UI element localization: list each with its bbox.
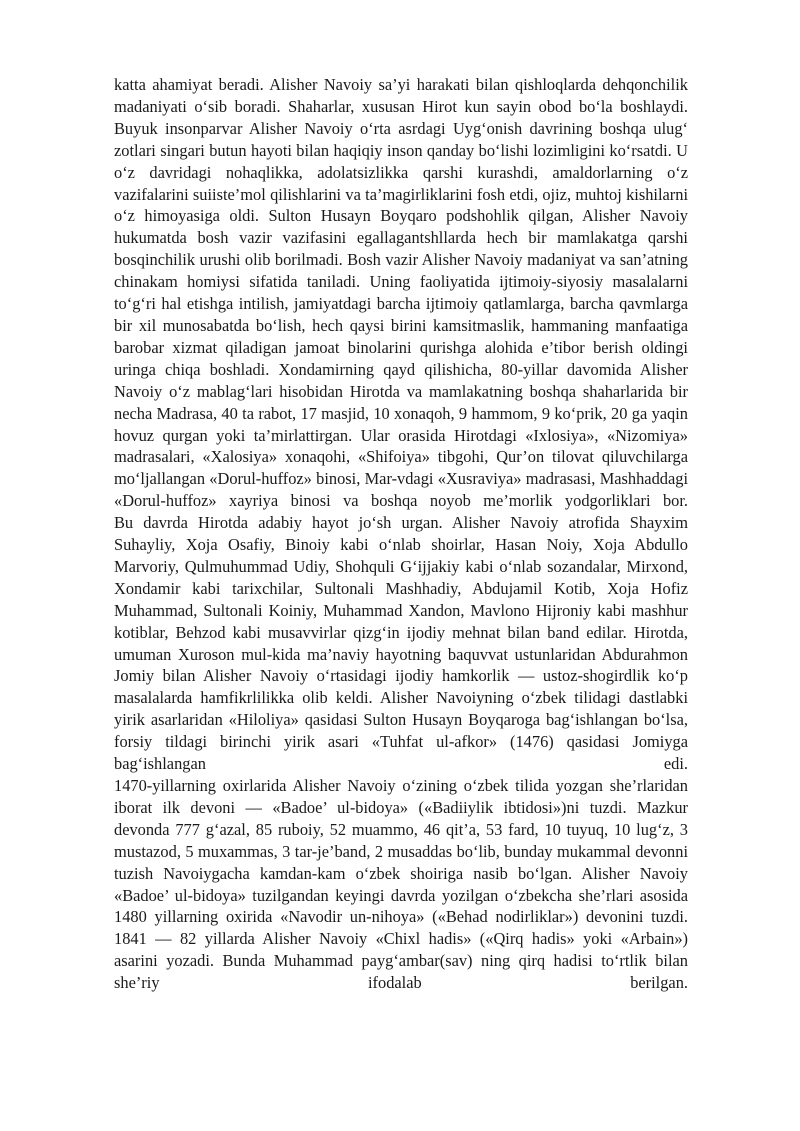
- paragraph-4: 1470-yillarning oxirlarida Alisher Navoiy o‘zining o‘zbek tilida yozgan she’rlaridan iborat ilk devoni — «Badoe’ ul-bidoya» («Badiiylik ibtidosi»)ni tuzdi. Mazkur devonda 777 g‘azal, 85 ruboiy, 52 muammo, 46 qit’a, 53 fard, 10 tuyuq, 10 lug‘z, 3 mustazod, 5 muxammas, 3 tar-je’band, 2 musaddas bo‘lib, bunday mukammal devonni tuzish Navoiygacha kamdan-kam o‘zbek shoiriga nasib bo‘lgan. Alisher Navoiy «Badoe’ ul-bidoya» tuzilgandan keyingi davrda yozilgan o‘zbekcha she’rlari asosida 1480 yillarning oxirida «Navodir un-nihoya» («Behad nodirliklar») devonini tuzdi. 1841 — 82 yillarda Alisher Navoiy «Chixl hadis» («Qirq hadis» yoki «Arbain») asarini yozadi. Bunda Muhammad payg‘ambar(sav) ning qirq hadisi to‘rtlik bilan she’riy ifodalab berilgan.: [114, 776, 688, 993]
- paragraph-3: Bu davrda Hirotda adabiy hayot jo‘sh urgan. Alisher Navoiy atrofida Shayxim Suhayliy, Xoja Osafiy, Binoiy kabi o‘nlab shoirlar, Hasan Noiy, Xoja Abdullo Marvoriy, Qulmuhummad Udiy, Shohquli G‘ijjakiy kabi o‘nlab sozandalar, Mirxond, Xondamir kabi tarixchilar, Sultonali Mashhadiy, Abdujamil Kotib, Xoja Hofiz Muhammad, Sultonali Koiniy, Muhammad Xandon, Mavlono Hijroniy kabi mashhur kotiblar, Behzod kabi musavvirlar qizg‘in ijodiy mehnat bilan band edilar. Hirotda, umuman Xuroson mul-kida ma’naviy hayotning baquvvat ustunlaridan Abdurahmon Jomiy bilan Alisher Navoiy o‘rtasidagi ijodiy hamkorlik — ustoz-shogirdlik ko‘p masalalarda hamfikrlilikka olib keldi. Alisher Navoiyning o‘zbek tilidagi dastlabki yirik asarlaridan «Hiloliya» qasidasi Sulton Husayn Boyqaroga bag‘ishlangan bo‘lsa, forsiy tildagi birinchi yirik asari «Tuhfat ul-afkor» (1476) qasidasi Jomiyga bag‘ishlangan edi.: [114, 513, 688, 774]
- document-page: [114, 74, 688, 994]
- paragraph-2: Buyuk insonparvar Alisher Navoiy o‘rta asrdagi Uyg‘onish davrining boshqa ulug‘ zotlari singari butun hayoti bilan haqiqiy inson qanday bo‘lishi lozimligini ko‘rsatdi. U o‘z davridagi nohaqlikka, adolatsizlikka qarshi kurashdi, amaldorlarning o‘z vazifalarini suiiste’mol qilishlarini va ta’magirliklarini fosh etdi, ojiz, muhtoj kishilarni o‘z himoyasiga oldi. Sulton Husayn Boyqaro podshohlik qilgan, Alisher Navoiy hukumatda bosh vazir vazifasini egallagantshllarda hech bir mamlakatga qarshi bosqinchilik urushi olib borilmadi. Bosh vazir Alisher Navoiy madaniyat va san’atning chinakam homiysi sifatida taniladi. Uning faoliyatida ijtimoiy-siyosiy masalalarni to‘g‘ri hal etishga intilish, jamiyatdagi barcha ijtimoiy qatlamlarga, barcha qavmlarga bir xil munosabatda bo‘lish, hech qaysi birini kamsitmaslik, hammaning manfaatiga barobar xizmat qiladigan jamoat binolarini qurishga alohida e’tibor berish oldingi uringa chiqa boshladi. Xondamirning qayd qilishicha, 80-yillar davomida Alisher Navoiy o‘z mablag‘lari hisobidan Hirotda va mamlakatning boshqa shaharlarida bir necha Madrasa, 40 ta rabot, 17 masjid, 10 xonaqoh, 9 hammom, 9 ko‘prik, 20 ga yaqin hovuz qurgan yoki ta’mirlattirgan. Ular orasida Hirotdagi «Ixlosiya», «Nizomiya» madrasalari, «Xalosiya» xonaqohi, «Shifoiya» tibgohi, Qur’on tilovat qiluvchilarga mo‘ljallangan «Dorul-huffoz» binosi, Mar-vdagi «Xusraviya» madrasasi, Mashhaddagi «Dorul-huffoz» xayriya binosi va boshqa noyob me’morlik yodgorliklari bor.: [114, 118, 688, 511]
- paragraph-1: katta ahamiyat beradi. Alisher Navoiy sa’yi harakati bilan qishloqlarda dehqonchilik madaniyati o‘sib boradi. Shaharlar, xususan Hirot kun sayin obod bo‘la boshlaydi.: [114, 75, 688, 116]
